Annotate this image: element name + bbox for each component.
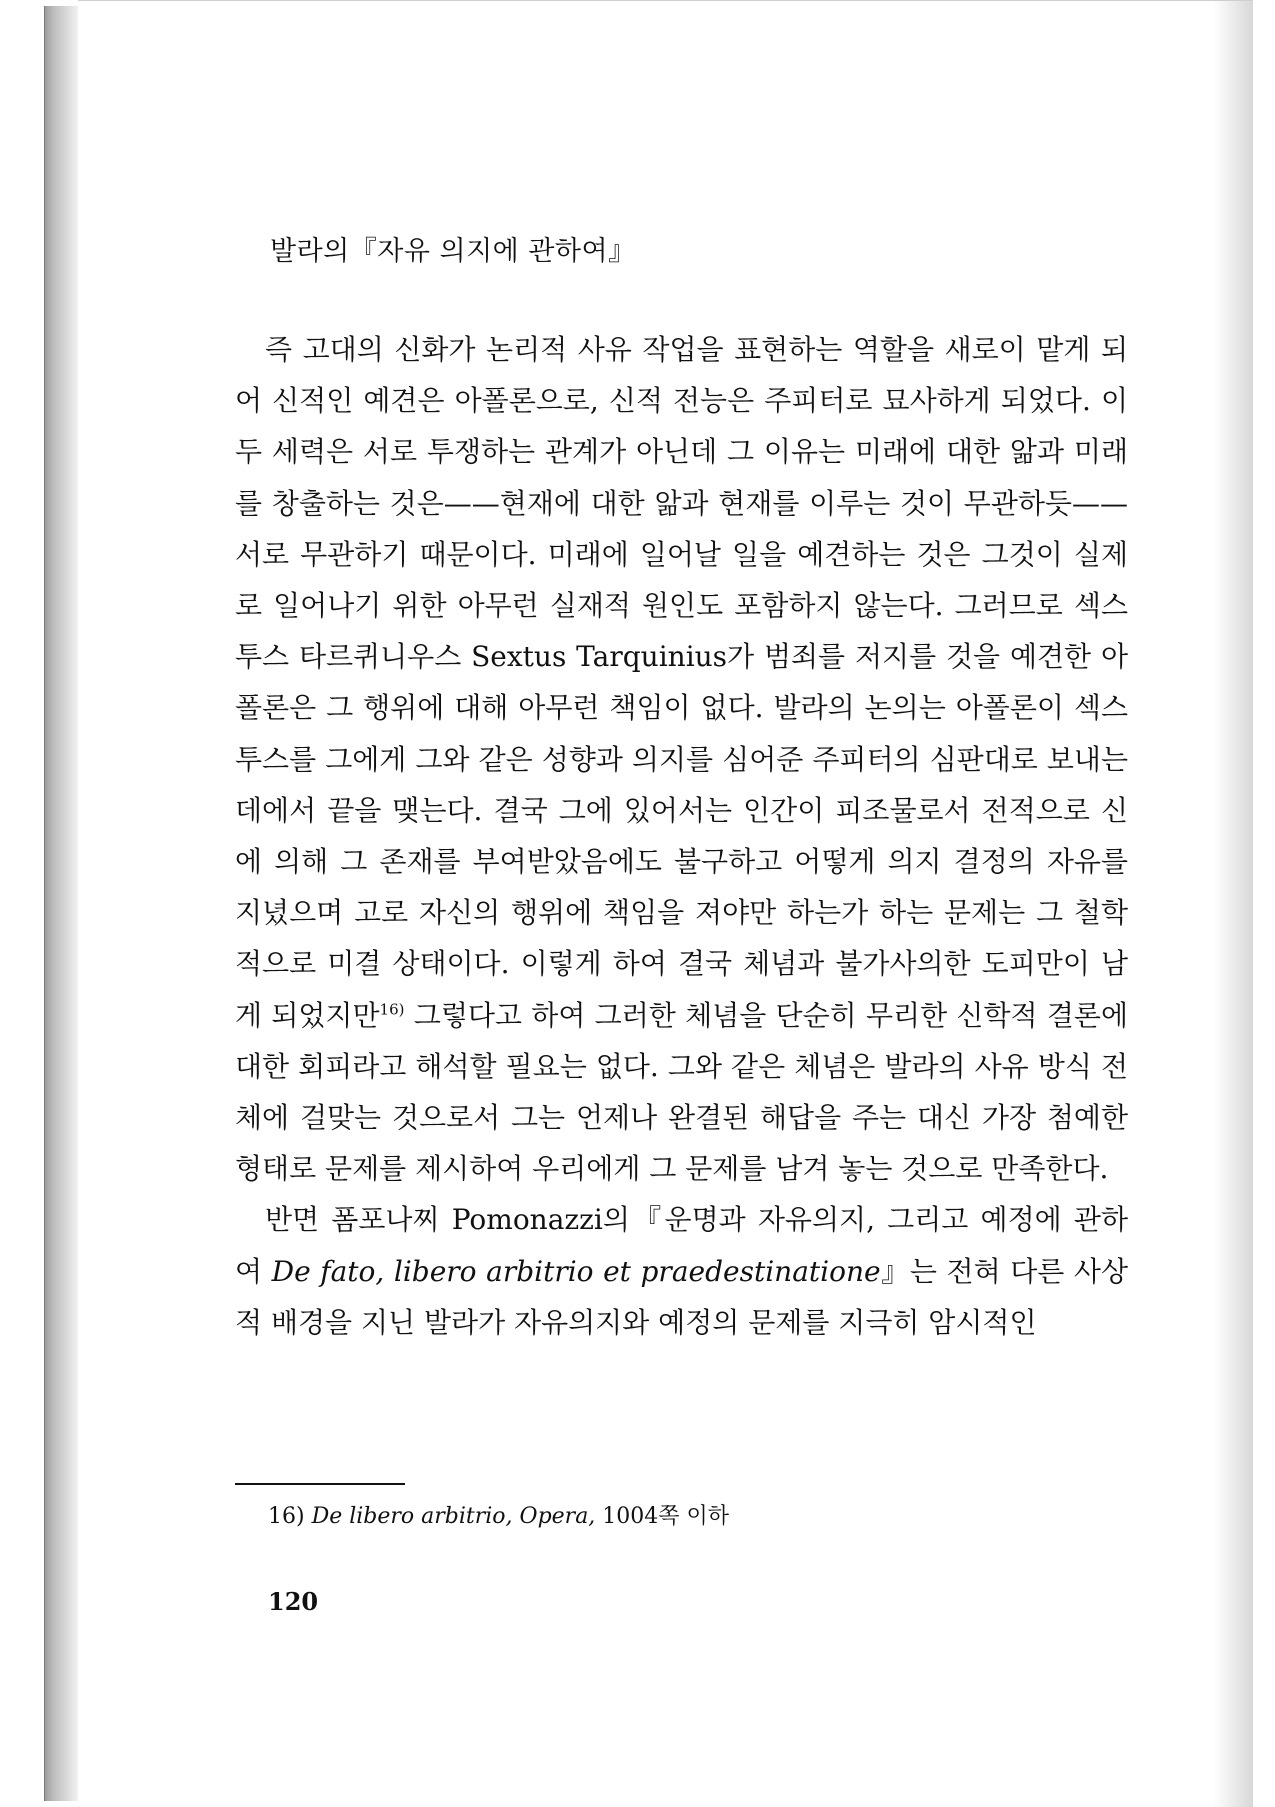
footnote-divider — [235, 1483, 405, 1485]
footnote-number: 16) — [268, 1504, 305, 1529]
footnote-title: De libero arbitrio, Opera, — [311, 1504, 596, 1529]
footnote-rest: 1004쪽 이하 — [595, 1504, 730, 1529]
paragraph-1-text-a: 즉 고대의 신화가 논리적 사유 작업을 표현하는 역할을 새로이 맡게 되어 신적인 예견은 아폴론으로, 신적 전능은 주피터로 묘사하게 되었다. 이 두 세력은 서로 투쟁하는 관계가 아닌데 그 이유는 미래에 대한 앎과 미래를 창출하는 것은——현재에 대한 앎과 현재를 이루는 것이 무관하듯——서로 무관하기 때문이다. 미래에 일어날 일을 예견하는 것은 그것이 실제로 일어나기 위한 아무런 실재적 원인도 포함하지 않는다. 그러므로 섹스투스 타르퀴니우스 Sextus Tarquinius가 범죄를 저지를 것을 예견한 아폴론은 그 행위에 대해 아무런 책임이 없다. 발라의 논의는 아폴론이 섹스투스를 그에게 그와 같은 성향과 의지를 심어준 주피터의 심판대로 보내는 데에서 끝을 맺는다. 결국 그에 있어서는 인간이 피조물로서 전적으로 신에 의해 그 존재를 부여받았음에도 불구하고 어떻게 의지 결정의 자유를 지녔으며 고로 자신의 행위에 책임을 져야만 하는가 하는 문제는 그 철학적으로 미결 상태이다. 이렇게 하여 결국 체념과 불가사의한 도피만이 남게 되었지만 — [235, 333, 1128, 1032]
paragraph-2 — [235, 1194, 1128, 1348]
paragraph-2-text-a: 반면 폼포나찌 Pomonazzi의『운명과 자유의지, 그리고 예정에 관하여 — [235, 1203, 1128, 1288]
running-head: 발라의『자유 의지에 관하여』 — [270, 236, 636, 267]
page-number: 120 — [268, 1587, 319, 1616]
paragraph-2-text-b: 』는 전혀 다른 사상적 배경을 지닌 발라가 자유의지와 예정의 문제를 지극히 암시적인 — [235, 1254, 1129, 1339]
paragraph-1 — [235, 324, 1128, 1194]
footnote-16 — [268, 1500, 729, 1534]
page-gutter-shadow — [1213, 1, 1253, 1807]
book-page-edge — [44, 6, 79, 1801]
paragraph-1-text-b: 그렇다고 하여 그러한 체념을 단순히 무리한 신학적 결론에 대한 회피라고 해석할 필요는 없다. 그와 같은 체념은 발라의 사유 방식 전체에 걸맞는 것으로서 그는 언제나 완결된 해답을 주는 대신 가장 첨예한 형태로 문제를 제시하여 우리에게 그 문제를 남겨 놓는 것으로 만족한다. — [235, 998, 1128, 1186]
footnote-reference[interactable]: 16) — [379, 1000, 405, 1019]
latin-book-title: De fato, libero arbitrio et praedestinatione — [271, 1254, 881, 1288]
body-text — [235, 324, 1128, 1348]
